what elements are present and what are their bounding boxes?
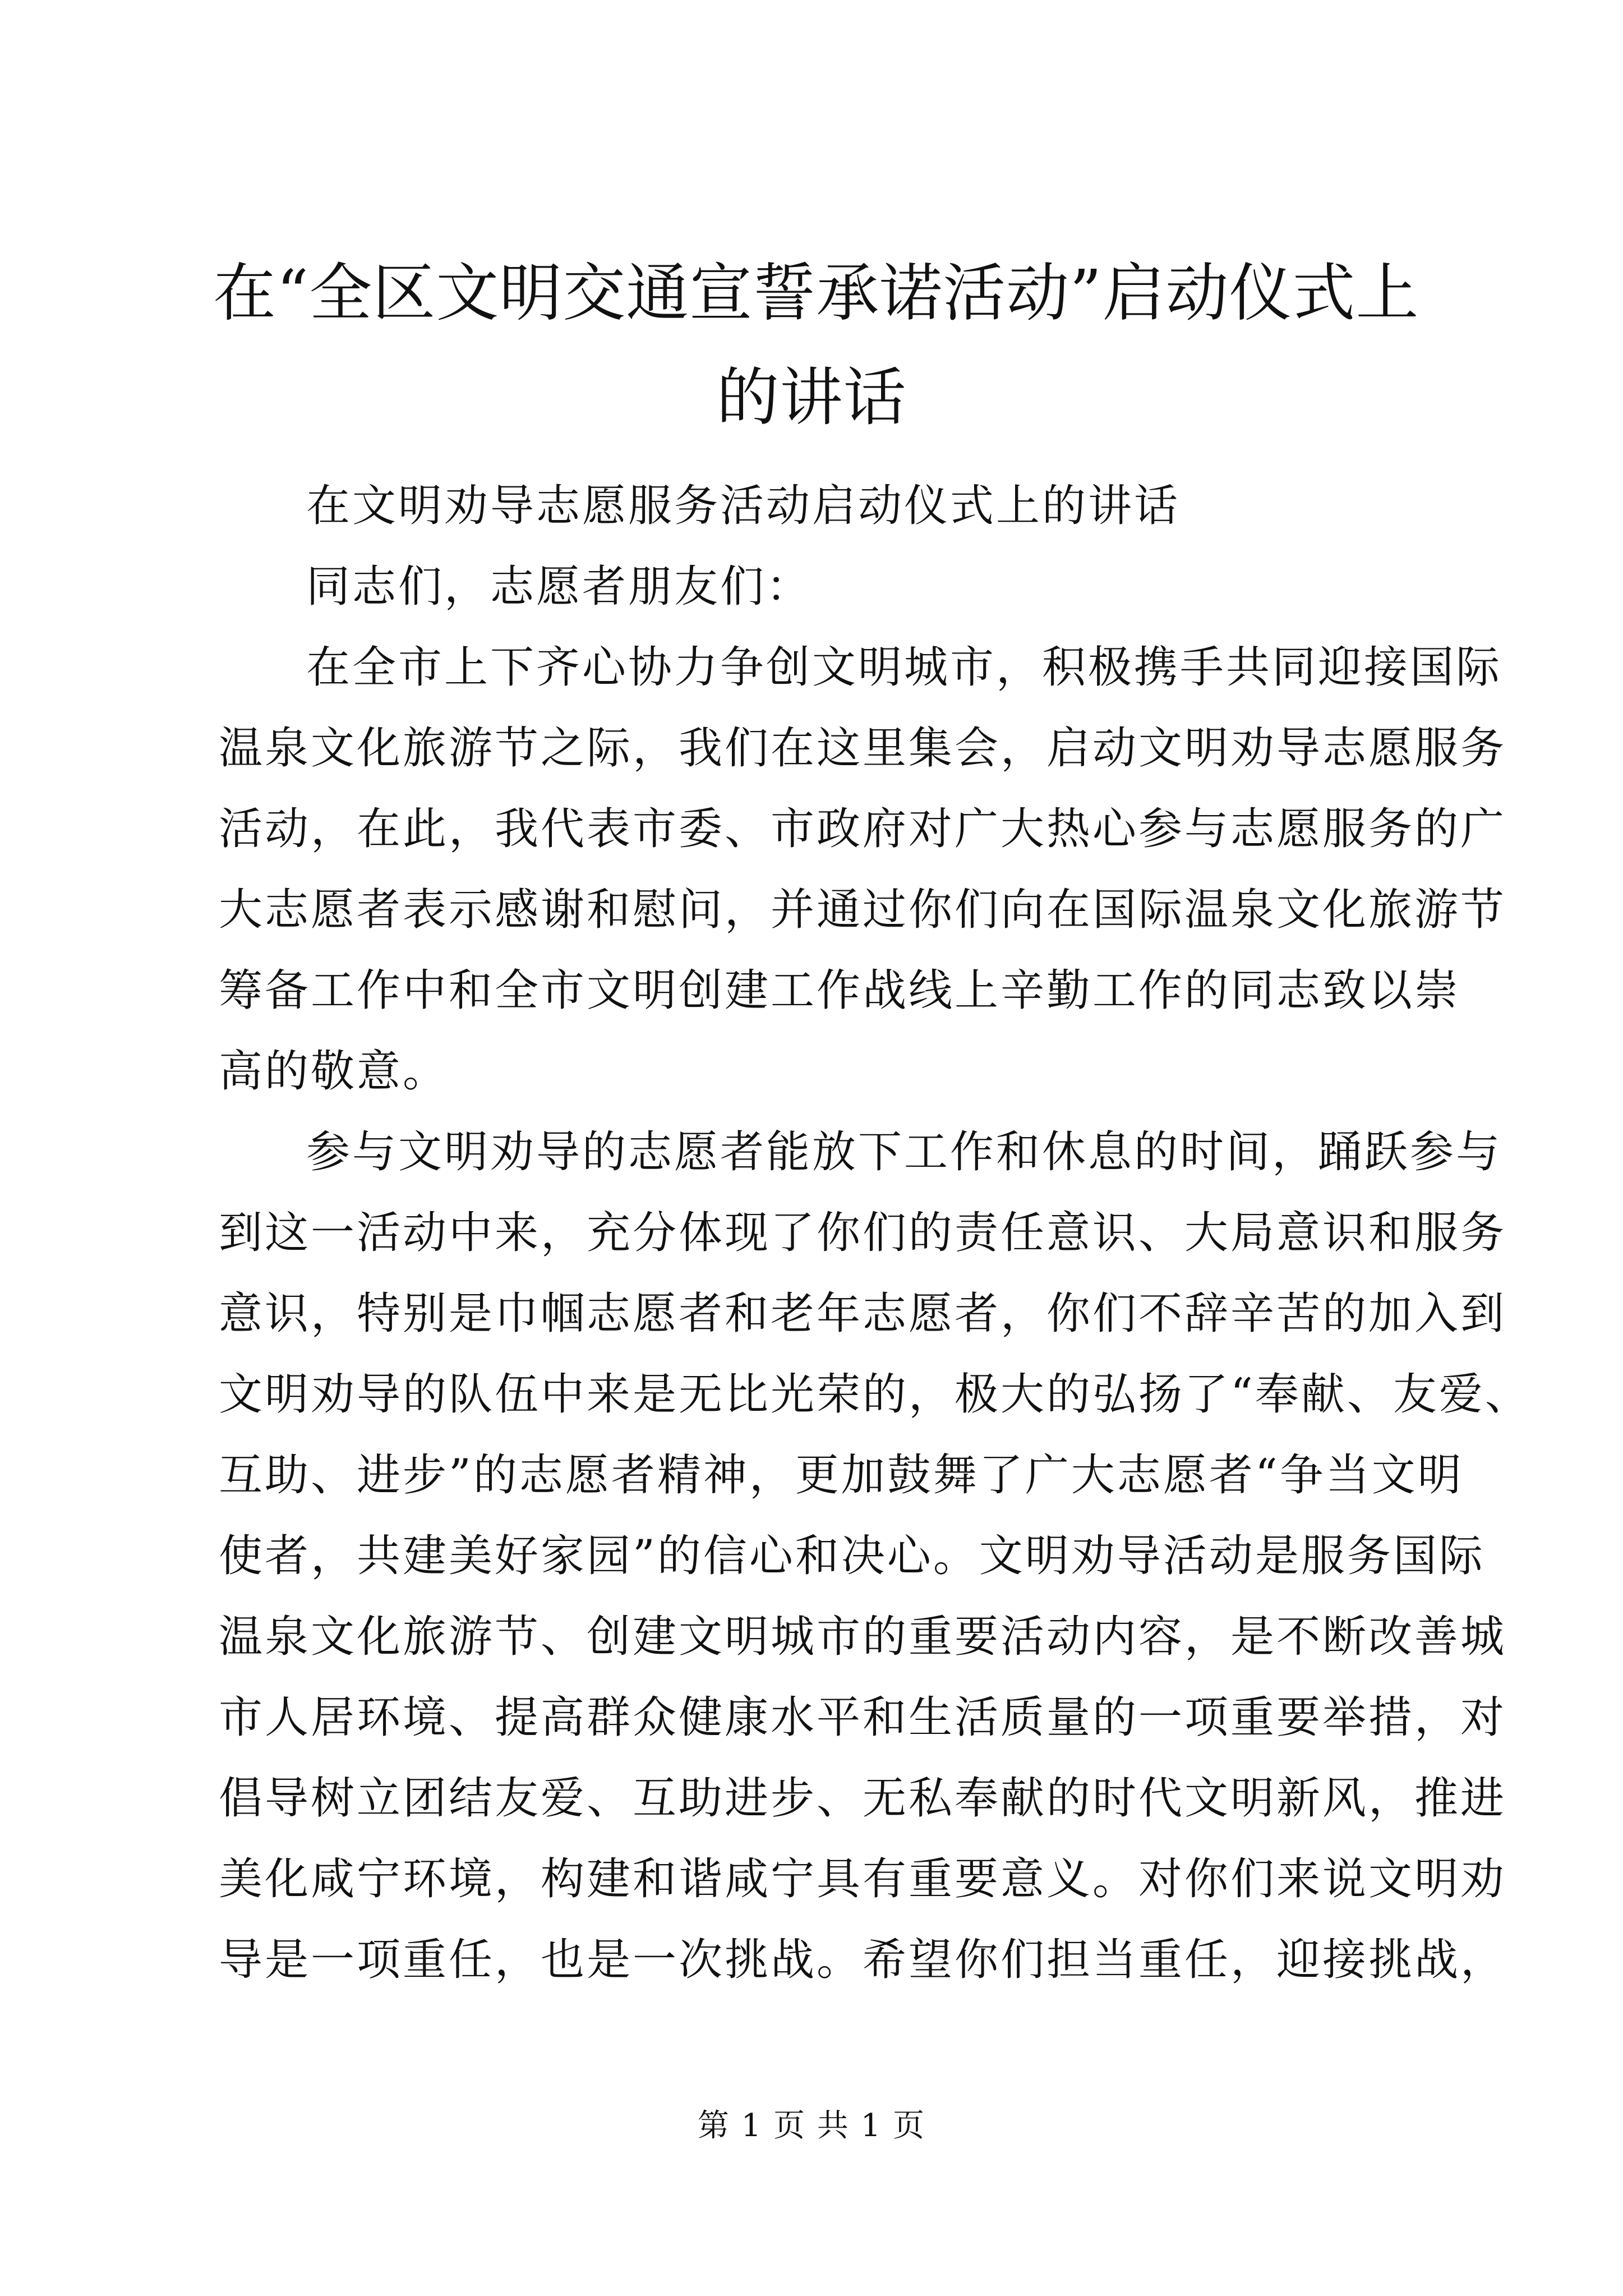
paragraph-line: 高的敬意。 [219, 1046, 449, 1097]
paragraph-line: 使者，共建美好家园”的信心和决心。文明劝导活动是服务国际 [219, 1531, 1485, 1581]
paragraph-line: 意识，特别是巾帼志愿者和老年志愿者，你们不辞辛苦的加入到 [219, 1289, 1507, 1339]
paragraph-line: 互助、进步”的志愿者精神，更加鼓舞了广大志愿者“争当文明 [219, 1450, 1464, 1501]
paragraph-line: 到这一活动中来，充分体现了你们的责任意识、大局意识和服务 [219, 1208, 1507, 1258]
paragraph-line: 文明劝导的队伍中来是无比光荣的，极大的弘扬了“奉献、友爱、 [219, 1369, 1531, 1420]
paragraph-line: 导是一项重任，也是一次挑战。希望你们担当重任，迎接挑战， [219, 1935, 1507, 1985]
paragraph-line: 美化咸宁环境，构建和谐咸宁具有重要意义。对你们来说文明劝 [219, 1854, 1507, 1904]
paragraph-line: 倡导树立团结友爱、互助进步、无私奉献的时代文明新风，推进 [219, 1773, 1507, 1824]
paragraph-line: 大志愿者表示感谢和慰问，并通过你们向在国际温泉文化旅游节 [219, 885, 1507, 935]
paragraph-2 [219, 1112, 1531, 2000]
document-title [213, 241, 1419, 450]
paragraph-line: 温泉文化旅游节、创建文明城市的重要活动内容，是不断改善城 [219, 1612, 1507, 1662]
paragraph-line: 市人居环境、提高群众健康水平和生活质量的一项重要举措，对 [219, 1692, 1507, 1743]
title-line: 在“全区文明交通宣誓承诺活动”启动仪式上 [213, 257, 1419, 330]
paragraph-line: 活动，在此，我代表市委、市政府对广大热心参与志愿服务的广 [219, 804, 1507, 854]
salutation: 同志们，志愿者朋友们： [306, 562, 813, 612]
subtitle: 在文明劝导志愿服务活动启动仪式上的讲话 [306, 481, 1181, 531]
paragraph-line: 在全市上下齐心协力争创文明城市，积极携手共同迎接国际 [306, 642, 1502, 693]
page-footer: 第 1 页 共 1 页 [697, 2108, 926, 2144]
paragraph-line: 温泉文化旅游节之际，我们在这里集会，启动文明劝导志愿服务 [219, 723, 1507, 774]
paragraph-line: 筹备工作中和全市文明创建工作战线上辛勤工作的同志致以崇 [219, 965, 1461, 1016]
paragraph-1 [219, 627, 1507, 1112]
paragraph-line: 参与文明劝导的志愿者能放下工作和休息的时间，踊跃参与 [306, 1127, 1502, 1177]
title-line: 的讲话 [716, 361, 907, 434]
document-body [219, 466, 1531, 2000]
